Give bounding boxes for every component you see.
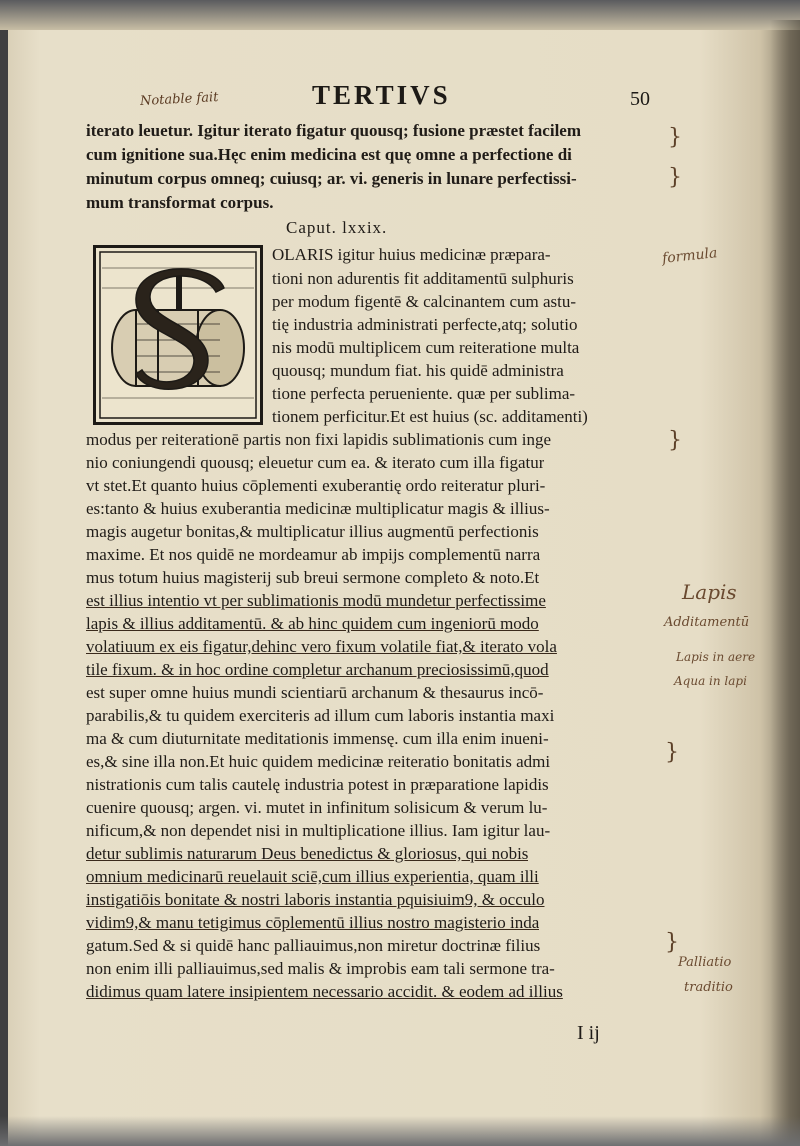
- text-line: didimus quam latere insipientem necessario accidit. & eodem ad illius: [86, 982, 563, 1001]
- text-line: OLARIS igitur huius medicinæ præpara-: [272, 245, 551, 264]
- text-line: maxime. Et nos quidē ne mordeamur ab impijs complementū narra: [86, 545, 541, 564]
- text-line: iterato leuetur. Igitur iterato figatur quousq; fusione præstet facilem: [86, 121, 581, 140]
- page-header: [0, 78, 800, 118]
- decorated-initial-s: [93, 245, 263, 425]
- top-edge: [0, 0, 800, 30]
- text-line: volatiuum ex eis figatur,dehinc vero fixum volatile fiat,& iterato vola: [86, 637, 557, 656]
- gutter-shadow: [0, 0, 8, 1146]
- marginal-note-lapis-in-aere: Lapis in aere: [676, 650, 756, 664]
- text-line: instigatiōis bonitate & nostri laboris instantia pquisiuim9, & occulo: [86, 890, 545, 909]
- text-line: parabilis,& tu quidem exerciteris ad illum cum laboris instantia maxi: [86, 706, 555, 725]
- marginal-note-aqua-in-lapi: Aqua in lapi: [674, 674, 747, 688]
- text-line: tię industria administrati perfecte,atq; solutio: [272, 315, 578, 334]
- text-line: tile fixum. & in hoc ordine completur archanum preciosissimū,quod: [86, 660, 549, 679]
- marginal-note-formula: formula: [661, 245, 719, 267]
- text-line: non enim illi palliauimus,sed malis & improbis eam tali sermone tra-: [86, 959, 555, 978]
- text-line: nistrationis cum talis cautelę industria potest in præparatione lapidis: [86, 775, 549, 794]
- text-line: magis augetur bonitas,& multiplicatur illius augmentū perfectionis: [86, 522, 539, 541]
- text-line: omnium medicinarū reuelauit sciē,cum illius experientia, quam illi: [86, 867, 539, 886]
- chapter-heading: Caput. lxxix.: [286, 218, 388, 237]
- text-line: nis modū multiplicem cum reiteratione multa: [272, 338, 580, 357]
- text-line: mus totum huius magisterij sub breui sermone completo & noto.Et: [86, 568, 540, 587]
- text-line: tionem perficitur.Et est huius (sc. additamenti): [272, 407, 588, 426]
- marginal-note-traditio: traditio: [684, 980, 733, 995]
- margin-brace: }: [668, 428, 682, 453]
- text-line: gatum.Sed & si quidē hanc palliauimus,non miretur doctrinæ filius: [86, 936, 541, 955]
- text-line: cum ignitione sua.Hęc enim medicina est quę omne a perfectione di: [86, 145, 572, 164]
- page-edge-shadow: [770, 20, 800, 1146]
- text-line: tione perfecta perueniente. quæ per sublima-: [272, 384, 576, 403]
- text-line: vidim9,& manu tetigimus cōplementū illius nostro magisterio inda: [86, 913, 540, 932]
- margin-brace: }: [665, 930, 679, 955]
- margin-brace: }: [668, 125, 682, 150]
- text-line: lapis & illius additamentū. & ab hinc quidem cum ingeniorū modo: [86, 614, 539, 633]
- marginal-note-lapis: Lapis: [682, 580, 737, 604]
- marginal-note-notable: Notable fait: [139, 89, 219, 110]
- text-line: est illius intentio vt per sublimationis modū mundetur perfectissime: [86, 591, 546, 610]
- text-line: nio coniungendi quousq; eleuetur cum ea. & iterato cum illa figatur: [86, 453, 545, 472]
- text-line: est super omne huius mundi scientiarū archanum & thesaurus incō-: [86, 683, 544, 702]
- margin-brace: }: [665, 740, 679, 765]
- signature-mark: I ij: [577, 1022, 600, 1044]
- folio-number: 50: [630, 88, 650, 110]
- marginal-note-additamentum: Additamentū: [664, 615, 750, 630]
- text-line: es:tanto & huius exuberantia medicinæ multiplicatur magis & illius-: [86, 499, 550, 518]
- text-line: modus per reiterationē partis non fixi lapidis sublimationis cum inge: [86, 430, 552, 449]
- text-line: per modum figentē & calcinantem cum astu-: [272, 292, 577, 311]
- text-line: es,& sine illa non.Et huic quidem medicinæ reiteratio bonitatis admi: [86, 752, 551, 771]
- text-line: mum transformat corpus.: [86, 193, 274, 212]
- text-line: vt stet.Et quanto huius cōplementi exuberantię ordo reiteratur pluri-: [86, 476, 546, 495]
- margin-brace: }: [668, 165, 682, 190]
- text-line: detur sublimis naturarum Deus benedictus & gloriosus, qui nobis: [86, 844, 529, 863]
- text-line: ma & cum diuturnitate meditationis immensę. cum illa enim inueni-: [86, 729, 549, 748]
- running-head: TERTIVS: [312, 80, 451, 110]
- text-line: quousq; mundum fiat. his quidē administra: [272, 361, 564, 380]
- text-line: minutum corpus omneq; cuiusq; ar. vi. generis in lunare perfectissi-: [86, 169, 577, 188]
- text-line: tioni non adurentis fit additamentū sulphuris: [272, 269, 574, 288]
- text-line: cuenire quousq; argen. vi. mutet in infinitum solisicum & verum lu-: [86, 798, 548, 817]
- bottom-edge: [0, 1116, 800, 1146]
- marginal-note-palliatio: Palliatio: [678, 955, 732, 970]
- woodcut-barrel-illustration: [96, 248, 260, 422]
- text-line: nificum,& non dependet nisi in multiplicatione illius. Iam igitur lau-: [86, 821, 551, 840]
